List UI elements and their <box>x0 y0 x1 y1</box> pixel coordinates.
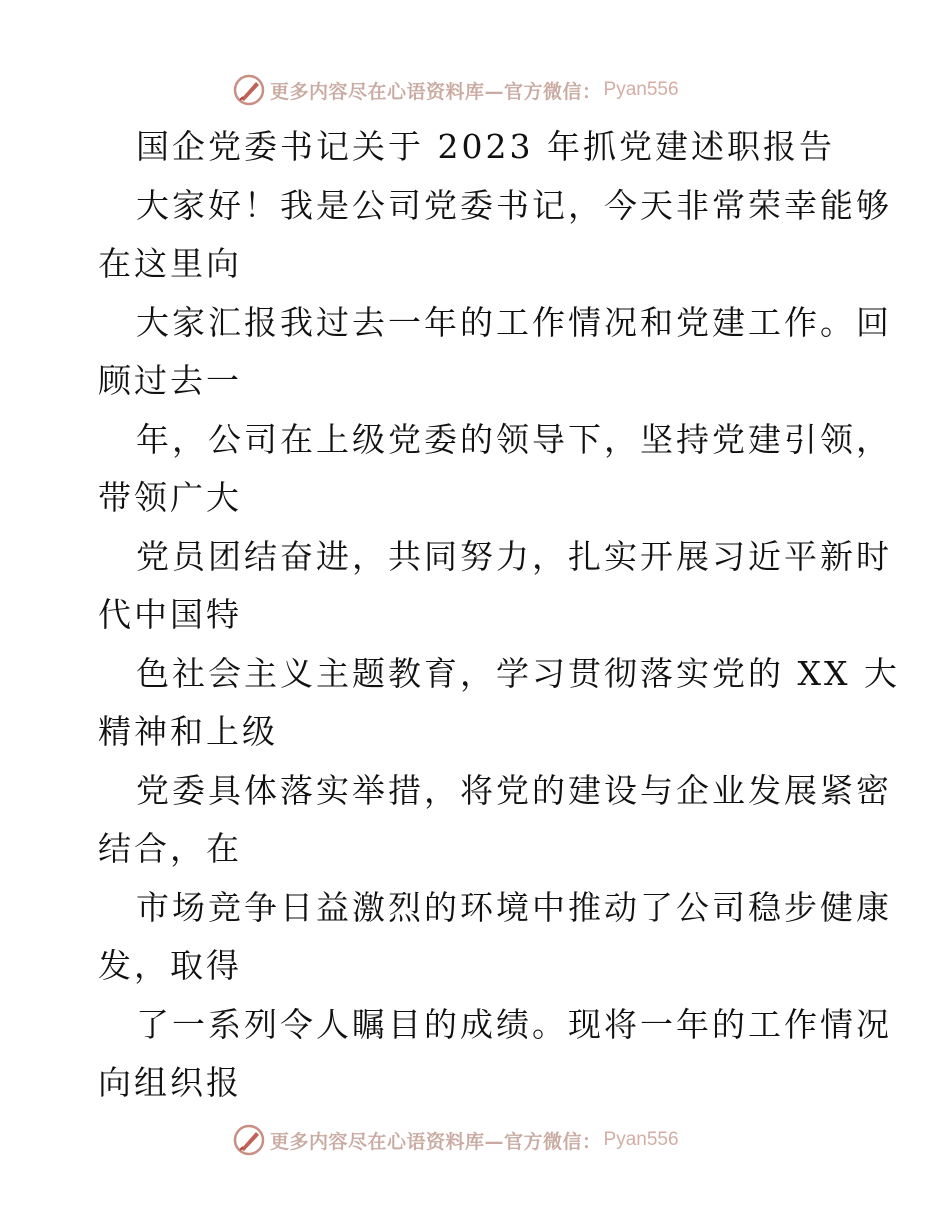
text-line: 党委具体落实举措，将党的建设与企业发展紧密 <box>136 770 892 810</box>
text-line: 色社会主义主题教育，学习贯彻落实党的 XX 大 <box>136 653 900 693</box>
text-line: 市场竞争日益激烈的环境中推动了公司稳步健康 <box>136 887 892 927</box>
watermark-text: 更多内容尽在心语资料库—官方微信： <box>270 80 602 103</box>
quill-pen-logo-icon <box>232 1123 266 1157</box>
text-line: 顾过去一 <box>98 361 242 400</box>
text-line: 大家汇报我过去一年的工作情况和党建工作。回 <box>136 302 892 342</box>
document-body <box>98 118 900 1113</box>
quill-pen-logo-icon <box>232 73 266 107</box>
text-line: 大家好！我是公司党委书记，今天非常荣幸能够 <box>136 185 892 225</box>
text-line: 党员团结奋进，共同努力，扎实开展习近平新时 <box>136 536 892 576</box>
watermark-wechat-id: Pyan556 <box>603 79 679 100</box>
text-line: 年，公司在上级党委的领导下，坚持党建引领， <box>136 419 892 459</box>
text-line: 向组织报 <box>98 1063 242 1102</box>
footer-watermark <box>232 1120 679 1160</box>
text-line: 了一系列令人瞩目的成绩。现将一年的工作情况 <box>136 1004 892 1044</box>
text-line: 在这里向 <box>98 244 242 283</box>
text-line: 精神和上级 <box>98 712 278 751</box>
header-watermark <box>232 70 679 110</box>
document-title: 国企党委书记关于 2023 年抓党建述职报告 <box>136 127 835 166</box>
text-line: 发，取得 <box>98 946 242 985</box>
watermark-wechat-id: Pyan556 <box>603 1129 679 1150</box>
text-line: 代中国特 <box>98 595 242 634</box>
text-line: 结合，在 <box>98 829 242 868</box>
watermark-text: 更多内容尽在心语资料库—官方微信： <box>270 1130 602 1153</box>
text-line: 带领广大 <box>98 478 242 517</box>
